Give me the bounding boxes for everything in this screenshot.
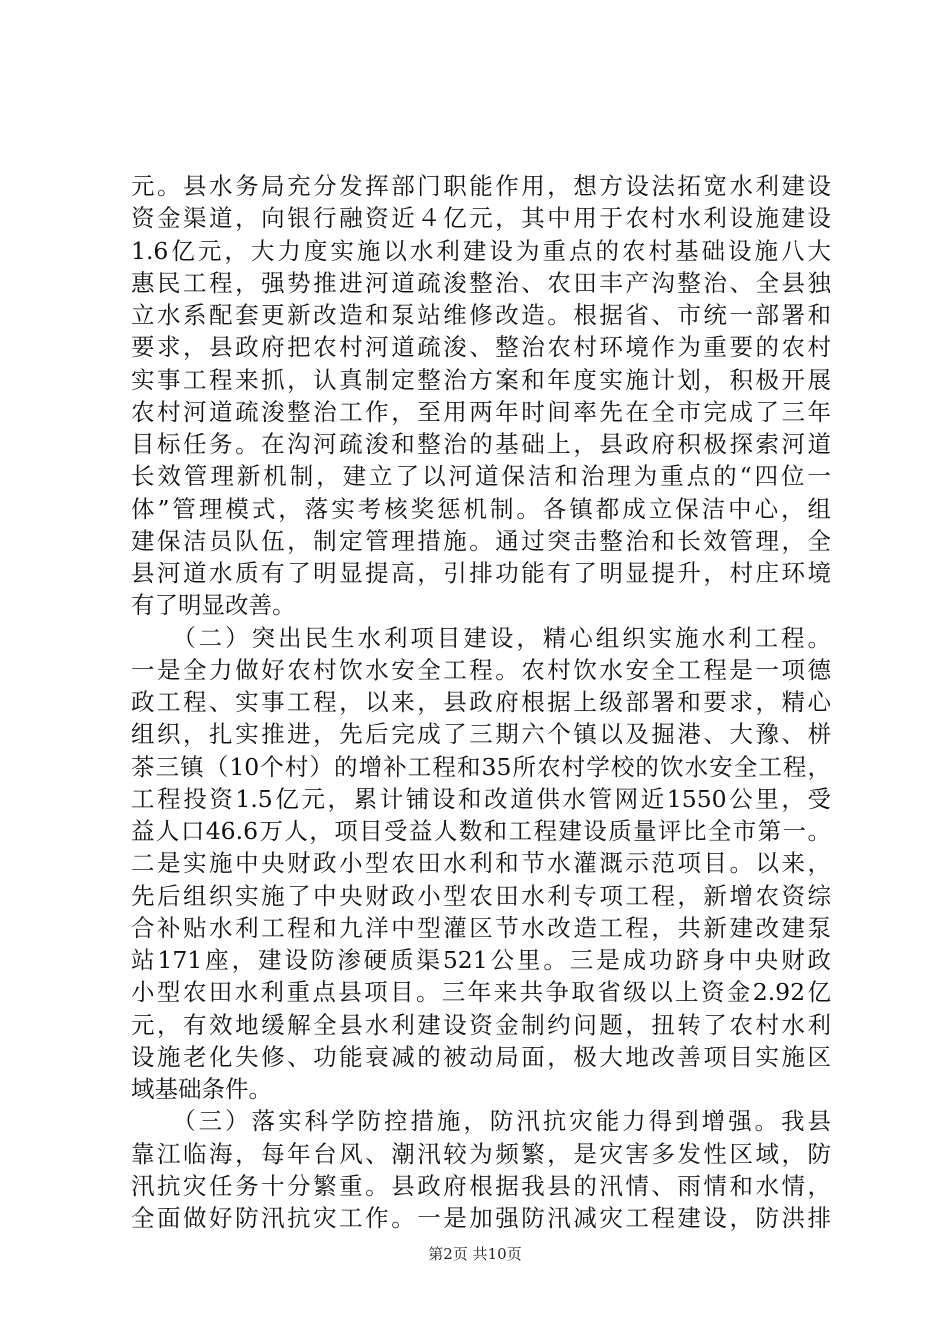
text-line: 茶三镇（10个村）的增补工程和35所农村学校的饮水安全工程，: [131, 752, 831, 781]
text-line: 一是全力做好农村饮水安全工程。农村饮水安全工程是一项德: [131, 655, 831, 684]
text-line: 立水系配套更新改造和泵站维修改造。根据省、市统一部署和: [131, 301, 831, 329]
text-line: 益人口46.6万人，项目受益人数和工程建设质量评比全市第一。: [131, 817, 831, 845]
text-line: 体”管理模式，落实考核奖惩机制。各镇都成立保洁中心，组: [131, 494, 831, 523]
text-line: 先后组织实施了中央财政小型农田水利专项工程，新增农资综: [131, 881, 831, 910]
document-body: [131, 170, 831, 1234]
text-line: 设施老化失修、功能衰减的被动局面，极大地改善项目实施区: [131, 1042, 831, 1071]
text-line: 元，有效地缓解全县水利建设资金制约问题，扭转了农村水利: [131, 1010, 831, 1039]
text-line: 长效管理新机制，建立了以河道保洁和治理为重点的“四位一: [131, 462, 831, 491]
text-line: 实事工程来抓，认真制定整治方案和年度实施计划，积极开展: [131, 365, 831, 394]
text-line: 合补贴水利工程和九洋中型灌区节水改造工程，共新建改建泵: [131, 913, 831, 942]
text-line: 域基础条件。: [131, 1075, 272, 1103]
text-line: 1.6亿元，大力度实施以水利建设为重点的农村基础设施八大: [131, 236, 831, 265]
text-line: 惠民工程，强势推进河道疏浚整治、农田丰产沟整治、全县独: [131, 268, 831, 297]
text-line: 有了明显改善。: [131, 591, 296, 620]
text-line: 站171座，建设防渗硬质渠521公里。三是成功跻身中央财政: [131, 946, 831, 974]
text-line: （二）突出民生水利项目建设，精心组织实施水利工程。: [131, 623, 831, 652]
text-line: （三）落实科学防控措施，防汛抗灾能力得到增强。我县: [131, 1107, 831, 1136]
text-line: 建保洁员队伍，制定管理措施。通过突击整治和长效管理，全: [131, 526, 831, 555]
text-line: 元。县水务局充分发挥部门职能作用，想方设法拓宽水利建设: [131, 172, 831, 200]
text-line: 资金渠道，向银行融资近４亿元，其中用于农村水利设施建设: [131, 204, 831, 233]
text-line: 目标任务。在沟河疏浚和整治的基础上，县政府积极探索河道: [131, 430, 831, 458]
page-footer: 第2页 共10页: [428, 1245, 522, 1263]
text-line: 政工程、实事工程，以来，县政府根据上级部署和要求，精心: [131, 688, 831, 716]
text-line: 县河道水质有了明显提高，引排功能有了明显提升，村庄环境: [131, 559, 831, 587]
text-line: 农村河道疏浚整治工作，至用两年时间率先在全市完成了三年: [131, 397, 831, 426]
text-line: 二是实施中央财政小型农田水利和节水灌溉示范项目。以来，: [131, 849, 831, 878]
text-line: 要求，县政府把农村河道疏浚、整治农村环境作为重要的农村: [131, 333, 831, 362]
text-line: 全面做好防汛抗灾工作。一是加强防汛减灾工程建设，防洪排: [131, 1204, 831, 1232]
text-line: 工程投资1.5亿元，累计铺设和改道供水管网近1550公里，受: [131, 784, 831, 813]
text-line: 小型农田水利重点县项目。三年来共争取省级以上资金2.92亿: [131, 978, 831, 1007]
text-line: 组织，扎实推进，先后完成了三期六个镇以及掘港、大豫、栟: [131, 720, 831, 749]
text-line: 靠江临海，每年台风、潮汛较为频繁，是灾害多发性区域，防: [131, 1139, 831, 1168]
text-line: 汛抗灾任务十分繁重。县政府根据我县的汛情、雨情和水情，: [131, 1171, 831, 1200]
